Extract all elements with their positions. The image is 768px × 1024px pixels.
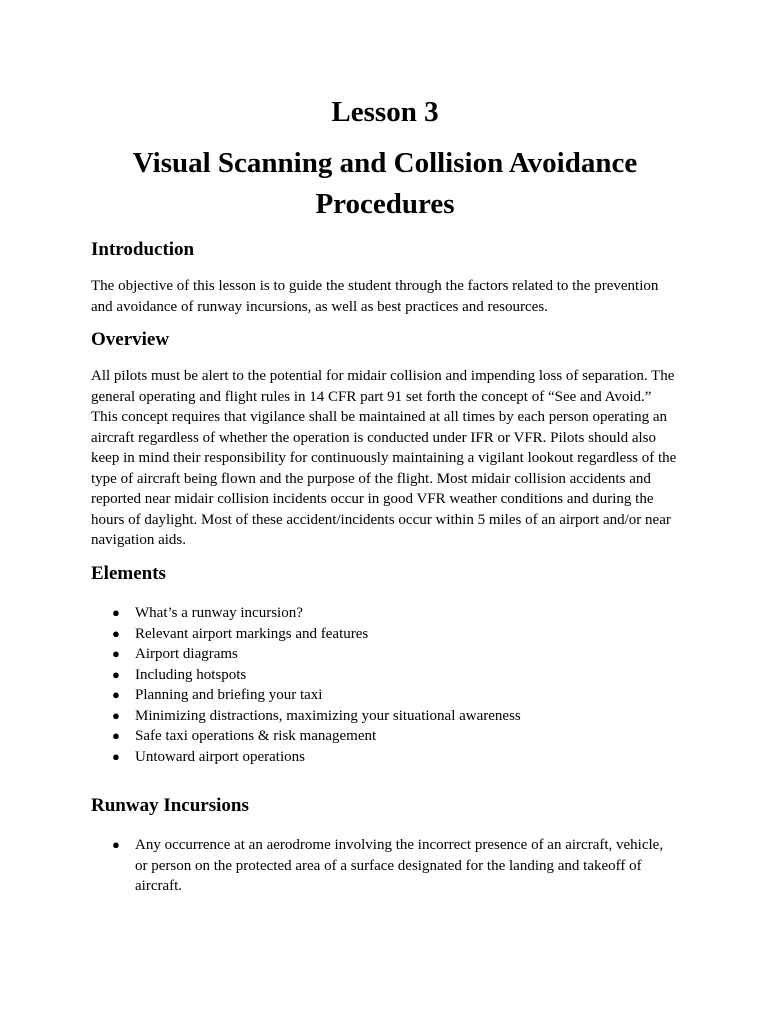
bullet-icon: ●	[112, 837, 120, 852]
introduction-heading: Introduction	[91, 239, 195, 260]
list-item-text: Including hotspots	[135, 666, 247, 683]
list-item-text: Minimizing distractions, maximizing your situational awareness	[135, 707, 521, 724]
runway-incursions-list	[91, 835, 679, 897]
bullet-icon: ●	[112, 666, 120, 682]
list-item-text: Planning and briefing your taxi	[135, 687, 323, 703]
list-item	[91, 603, 679, 624]
elements-heading: Elements	[91, 563, 166, 584]
list-item-text: Untoward airport operations	[135, 748, 305, 765]
elements-list	[91, 603, 679, 767]
bullet-icon: ●	[112, 625, 120, 641]
bullet-icon: ●	[112, 646, 120, 661]
list-item	[91, 747, 679, 768]
list-item	[91, 685, 679, 706]
bullet-icon: ●	[112, 605, 120, 620]
bullet-icon: ●	[112, 748, 120, 764]
list-item	[91, 835, 679, 897]
list-item-text: Safe taxi operations & risk management	[135, 728, 377, 744]
list-item-text: Relevant airport markings and features	[135, 625, 369, 642]
lesson-title: Lesson 3	[331, 96, 439, 128]
list-item-text: What’s a runway incursion?	[135, 605, 303, 621]
list-item	[91, 665, 679, 686]
list-item	[91, 706, 679, 727]
introduction-body: The objective of this lesson is to guide the student through the factors related to the prevention and avoidance of runway incursions, as well as best practices and resources.	[91, 278, 659, 315]
list-item	[91, 624, 679, 645]
bullet-icon: ●	[112, 707, 120, 723]
bullet-icon: ●	[112, 728, 120, 743]
bullet-icon: ●	[112, 687, 120, 702]
list-item	[91, 726, 679, 747]
page-title: Visual Scanning and Collision Avoidance Procedures	[132, 147, 638, 220]
list-item-text: Any occurrence at an aerodrome involving the incorrect presence of an aircraft, vehicle, or person on the protected area of a surface designated for the landing and takeoff of aircraft.	[135, 837, 664, 894]
list-item	[91, 644, 679, 665]
overview-body: All pilots must be alert to the potential for midair collision and impending loss of separation. The general operating and flight rules in 14 CFR part 91 set forth the concept of “See and Avoid.” This concept requires that vigilance shall be maintained at all times by each person operating an aircraft regardless of whether the operation is conducted under IFR or VFR. Pilots should also keep in mind their responsibility for continuously maintaining a vigilant lookout regardless of the type of aircraft being flown and the purpose of the flight. Most midair collision accidents and reported near midair collision incidents occur in good VFR weather conditions and during the hours of daylight. Most of these accident/incidents occur within 5 miles of an airport and/or near navigation aids.	[91, 368, 677, 548]
runway-incursions-heading: Runway Incursions	[91, 795, 249, 816]
overview-heading: Overview	[91, 329, 170, 350]
list-item-text: Airport diagrams	[135, 646, 238, 662]
